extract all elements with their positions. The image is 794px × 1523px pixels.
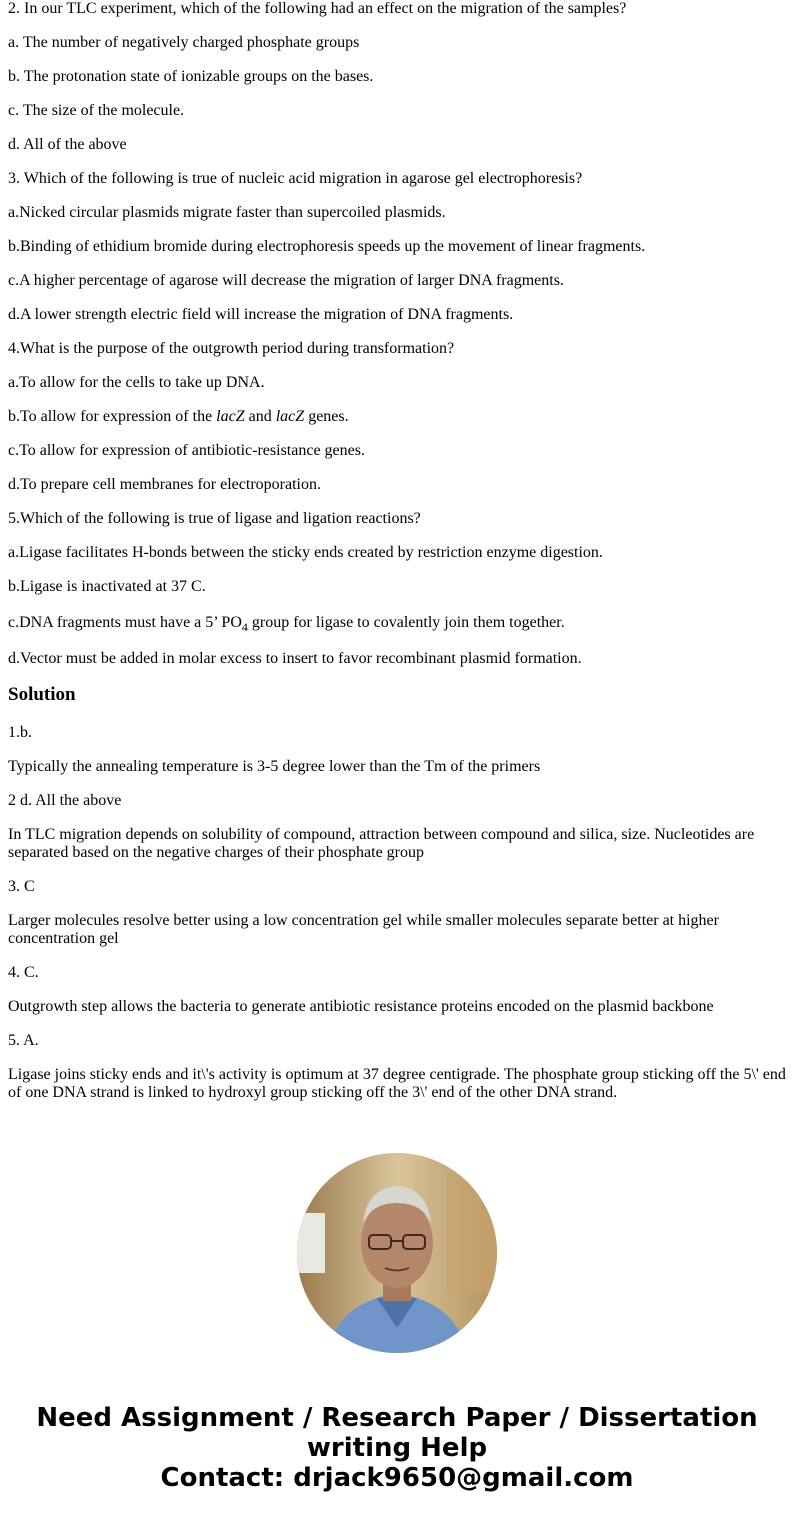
author-avatar [297,1153,497,1353]
option-3a: a.Nicked circular plasmids migrate faster than supercoiled plasmids. [8,204,446,221]
option-4c: c.To allow for expression of antibiotic-resistance genes. [8,442,365,459]
answer-2: 2 d. All the above [8,792,122,809]
question-2: 2. In our TLC experiment, which of the following had an effect on the migration of the samples? [8,0,627,17]
option-3c: c.A higher percentage of agarose will decrease the migration of larger DNA fragments. [8,272,564,289]
option-4b [8,408,788,426]
option-4b-suffix: genes. [304,408,349,425]
gene-name: lacZ [216,408,245,425]
option-2a: a. The number of negatively charged phosphate groups [8,34,360,51]
option-5d: d.Vector must be added in molar excess to insert to favor recombinant plasmid formation. [8,650,582,667]
banner-line-1: Need Assignment / Research Paper / Dissertation [36,1403,758,1433]
explanation-1: Typically the annealing temperature is 3-5 degree lower than the Tm of the primers [8,758,541,775]
author-photo [297,1153,497,1353]
document-body [8,0,788,1118]
option-5c-prefix: c.DNA fragments must have a 5’ PO [8,614,242,631]
answer-3: 3. C [8,878,35,895]
question-5: 5.Which of the following is true of ligase and ligation reactions? [8,510,421,527]
option-4d: d.To prepare cell membranes for electroporation. [8,476,321,493]
explanation-2: In TLC migration depends on solubility of compound, attraction between compound and silica, size. Nucleotides are separated based on the negative charges of their phosphate group [8,826,755,861]
option-4b-prefix: b.To allow for expression of the [8,408,217,425]
explanation-3: Larger molecules resolve better using a low concentration gel while smaller molecules separate better at higher concentration gel [8,912,719,947]
option-5b: b.Ligase is inactivated at 37 C. [8,578,206,595]
answer-4: 4. C. [8,964,39,981]
gene-name: lacZ [275,408,305,425]
answer-1: 1.b. [8,724,32,741]
option-5a: a.Ligase facilitates H-bonds between the sticky ends created by restriction enzyme digestion. [8,544,603,561]
option-2d: d. All of the above [8,136,127,153]
option-3d: d.A lower strength electric field will increase the migration of DNA fragments. [8,306,514,323]
question-3: 3. Which of the following is true of nucleic acid migration in agarose gel electrophoresis? [8,170,583,187]
explanation-4: Outgrowth step allows the bacteria to generate antibiotic resistance proteins encoded on the plasmid backbone [8,998,714,1015]
option-5c [8,612,788,634]
banner-line-2: writing Help [306,1433,488,1463]
solution-heading: Solution [8,684,76,705]
explanation-5: Ligase joins sticky ends and it\'s activity is optimum at 37 degree centigrade. The phosphate group sticking off the 5\' end of one DNA strand is linked to hydroxyl group sticking off the 3\' end of the other DNA strand. [8,1066,786,1101]
answer-5: 5. A. [8,1032,39,1049]
question-4: 4.What is the purpose of the outgrowth period during transformation? [8,340,455,357]
option-5c-suffix: group for ligase to covalently join them together. [247,614,565,631]
option-4b-mid: and [244,408,276,425]
option-2b: b. The protonation state of ionizable groups on the bases. [8,68,374,85]
contact-banner [0,1403,794,1493]
option-4a: a.To allow for the cells to take up DNA. [8,374,265,391]
banner-contact: Contact: drjack9650@gmail.com [160,1463,634,1493]
option-2c: c. The size of the molecule. [8,102,185,119]
subscript: 4 [241,620,248,634]
option-3b: b.Binding of ethidium bromide during electrophoresis speeds up the movement of linear fragments. [8,238,646,255]
